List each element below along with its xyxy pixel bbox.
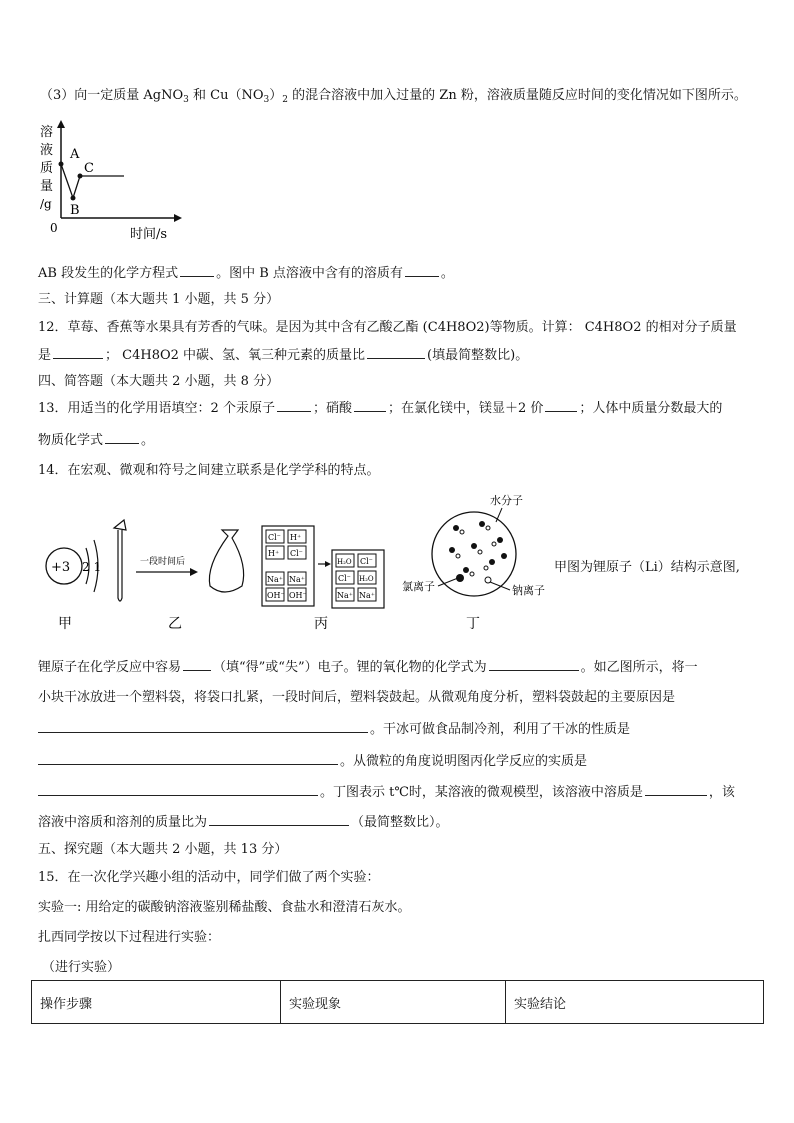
answer-blank[interactable] bbox=[38, 720, 368, 733]
answer-blank[interactable] bbox=[277, 399, 311, 412]
table-header-steps: 操作步骤 bbox=[32, 981, 281, 1024]
answer-blank[interactable] bbox=[354, 399, 386, 412]
graph-ylabel-1: 溶 bbox=[40, 125, 54, 140]
sodium-ion-label: 钠离子 bbox=[512, 584, 545, 597]
q13-line-2: 物质化学式 。 bbox=[38, 433, 155, 448]
water-molecule-label: 水分子 bbox=[490, 494, 523, 507]
ion-na-4: Na⁺ bbox=[359, 591, 375, 600]
graph-point-c: C bbox=[84, 161, 94, 176]
fig-label-bing: 丙 bbox=[314, 616, 328, 632]
answer-blank[interactable] bbox=[105, 431, 139, 444]
q15-line-1: 15．在一次化学兴趣小组的活动中，同学们做了两个实验： bbox=[38, 870, 380, 885]
q14-para-6: 溶液中溶质和溶剂的质量比为 （最简整数比）。 bbox=[38, 815, 449, 830]
answer-blank[interactable] bbox=[38, 752, 338, 765]
ion-na-1: Na⁺ bbox=[267, 575, 283, 584]
chloride-ion-label: 氯离子 bbox=[402, 580, 435, 593]
q14-para-2: 小块干冰放进一个塑料袋，将袋口扎紧，一段时间后，塑料袋鼓起。从微观角度分析，塑料袋鼓起的主要原因是 bbox=[38, 690, 676, 705]
graph-ylabel-4: 量 bbox=[40, 179, 54, 194]
section-3-heading: 三、计算题（本大题共 1 小题，共 5 分） bbox=[38, 292, 280, 307]
ion-na-3: Na⁺ bbox=[337, 591, 353, 600]
graph-point-b: B bbox=[70, 203, 80, 218]
graph-ylabel-5: /g bbox=[40, 197, 52, 211]
answer-blank[interactable] bbox=[367, 346, 425, 359]
section-4-heading: 四、简答题（本大题共 2 小题，共 8 分） bbox=[38, 374, 280, 389]
table-header-phenomena: 实验现象 bbox=[281, 981, 506, 1024]
atom-nucleus: +3 bbox=[51, 560, 71, 575]
ion-h2o-1: H₂O bbox=[337, 558, 352, 566]
fig-label-ding: 丁 bbox=[466, 616, 480, 632]
ion-cl-4: Cl⁻ bbox=[338, 574, 351, 583]
q14-para-3: 。干冰可做食品制冷剂，利用了干冰的性质是 bbox=[38, 718, 644, 737]
q14-intro: 14．在宏观、微观和符号之间建立联系是化学学科的特点。 bbox=[38, 463, 380, 478]
q14-figures bbox=[34, 486, 574, 636]
answer-blank[interactable] bbox=[180, 264, 214, 277]
answer-blank[interactable] bbox=[209, 813, 349, 826]
q13-line-1: 13．用适当的化学用语填空：2 个汞原子 ；硝酸 ；在氯化镁中，镁显＋2 价 ；人体中质量分数最大的 bbox=[38, 401, 723, 416]
ion-oh-2: OH⁻ bbox=[289, 591, 307, 600]
ion-h2o-2: H₂O bbox=[359, 575, 374, 583]
experiment-table bbox=[31, 980, 764, 1024]
answer-blank[interactable] bbox=[489, 658, 579, 671]
ion-cl-2: Cl⁻ bbox=[290, 549, 303, 558]
q12-line-2: 是 ； C4H8O2 中碳、氢、氧三种元素的质量比 (填最简整数比)。 bbox=[38, 348, 529, 363]
ion-oh-1: OH⁻ bbox=[267, 591, 285, 600]
atom-shells: 2 1 bbox=[82, 560, 102, 574]
q15-line-3: 扎西同学按以下过程进行实验： bbox=[38, 930, 221, 945]
answer-blank[interactable] bbox=[405, 264, 439, 277]
ion-cl-3: Cl⁻ bbox=[360, 557, 373, 566]
answer-blank[interactable] bbox=[38, 783, 318, 796]
ab-line: AB 段发生的化学方程式 。图中 B 点溶液中含有的溶质有 。 bbox=[38, 266, 454, 281]
graph-origin: 0 bbox=[50, 221, 58, 235]
answer-blank[interactable] bbox=[53, 346, 103, 359]
q3-line: （3）向一定质量 AgNO$_3$ 和 $Cu(NO_3)_2$ 的混合溶液中加入过量的 Zn 粉，溶液质量随反应时间的变化情况如下图所示。 bbox=[40, 88, 747, 105]
ion-na-2: Na⁺ bbox=[289, 575, 305, 584]
q14-para-5: 。丁图表示 t℃时，某溶液的微观模型，该溶液中溶质是 ，该 bbox=[38, 781, 735, 800]
fig-label-jia: 甲 bbox=[58, 616, 72, 632]
q14-para-4: 。从微粒的角度说明图丙化学反应的实质是 bbox=[38, 750, 587, 769]
graph-xlabel: 时间/s bbox=[130, 227, 168, 242]
section-5-heading: 五、探究题（本大题共 2 小题，共 13 分） bbox=[38, 842, 288, 857]
answer-blank[interactable] bbox=[183, 658, 211, 671]
q15-line-2: 实验一: 用给定的碳酸钠溶液鉴别稀盐酸、食盐水和澄清石灰水。 bbox=[38, 900, 411, 915]
graph-ylabel-3: 质 bbox=[40, 161, 54, 176]
ion-h-2: H⁺ bbox=[268, 549, 280, 558]
graph-point-a: A bbox=[70, 147, 80, 162]
answer-blank[interactable] bbox=[645, 783, 707, 796]
ion-cl-1: Cl⁻ bbox=[268, 533, 281, 542]
ion-h-1: H⁺ bbox=[290, 533, 302, 542]
table-header-row bbox=[32, 981, 764, 1024]
graph-ylabel-2: 液 bbox=[40, 143, 54, 158]
q14-side-text: 甲图为锂原子（Li）结构示意图, bbox=[554, 560, 740, 575]
arrow-label: 一段时间后 bbox=[140, 557, 186, 567]
q12-line-1: 12．草莓、香蕉等水果具有芳香的气味。是因为其中含有乙酸乙酯 (C4H8O2)等物质。计算： C4H8O2 的相对分子质量 bbox=[38, 320, 737, 335]
table-header-conclusion: 实验结论 bbox=[506, 981, 764, 1024]
mass-time-graph bbox=[30, 118, 190, 244]
q15-line-4: （进行实验） bbox=[42, 960, 121, 975]
answer-blank[interactable] bbox=[545, 399, 577, 412]
fig-label-yi: 乙 bbox=[168, 616, 182, 632]
q14-para-1: 锂原子在化学反应中容易 （填“得”或“失”）电子。锂的氧化物的化学式为 。如乙图所示，将一 bbox=[38, 660, 698, 675]
